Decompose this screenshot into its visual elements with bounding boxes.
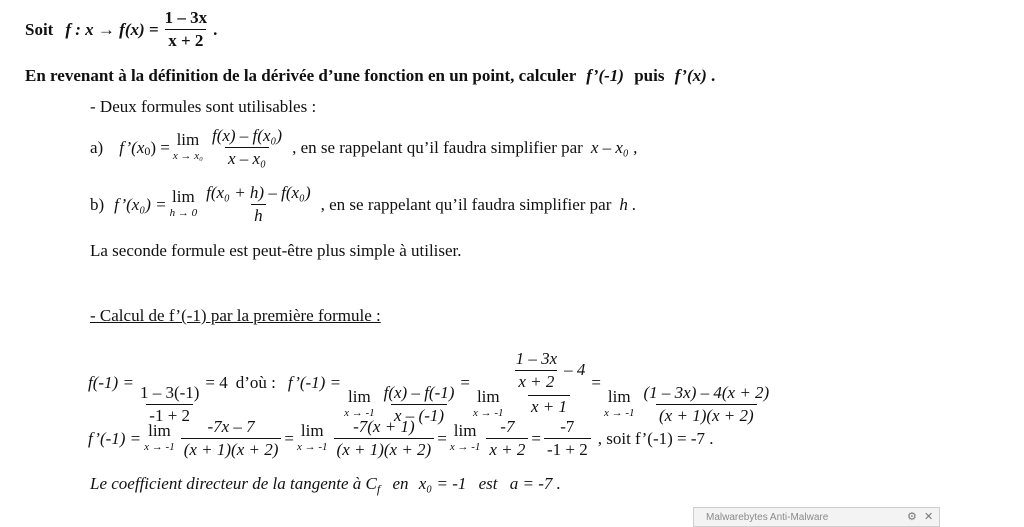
calc2-limit-2 bbox=[296, 420, 328, 455]
formula-b bbox=[90, 184, 636, 225]
malwarebytes-popup[interactable] bbox=[693, 507, 940, 527]
formula-b-remark: , en se rappelant qu’il faudra simplifier par bbox=[320, 194, 612, 214]
tangent-text: Le coefficient directeur de la tangente à C bbox=[90, 474, 377, 493]
lim-sub: h → 0 bbox=[169, 206, 198, 219]
calc1-frac3 bbox=[510, 350, 589, 416]
calc2-frac2-den: (x + 1)(x + 2) bbox=[334, 438, 435, 459]
calc1-eq-a: = bbox=[460, 372, 471, 392]
lim-sub: x → -1 bbox=[473, 406, 504, 419]
formula-b-numerator: f(x₀ + h) – f(x₀) bbox=[206, 183, 311, 202]
calc1-inner-den: x + 2 bbox=[515, 370, 557, 391]
calc1-limit-2 bbox=[473, 386, 504, 421]
lim-word: lim bbox=[348, 386, 371, 406]
lim-word: lim bbox=[453, 420, 477, 440]
formula-b-label: b) bbox=[90, 194, 105, 214]
instruction-f1: f’(-1) bbox=[586, 66, 624, 85]
calc1-eq-b: = bbox=[591, 372, 601, 392]
calc1-limit-1 bbox=[344, 386, 375, 421]
calc1-frac4-num: (1 – 3x) – 4(x + 2) bbox=[643, 383, 770, 402]
calc2-limit-1 bbox=[144, 420, 175, 455]
formula-a-numerator: f(x) – f(x₀) bbox=[211, 126, 283, 145]
instruction-text: En revenant à la définition de la dérivée d’une fonction en un point, calculer bbox=[25, 66, 576, 85]
function-definition bbox=[25, 9, 217, 50]
lim-sub: x → x₀ bbox=[172, 149, 203, 162]
soit-label: Soit bbox=[25, 19, 54, 39]
calc2-frac4 bbox=[544, 418, 591, 459]
calc1-frac2-den: x – (-1) bbox=[391, 404, 447, 425]
tangent-en: en bbox=[392, 474, 409, 493]
calc1-fp: f’(-1) = bbox=[287, 372, 342, 392]
lim-sub: x → -1 bbox=[296, 440, 328, 453]
lim-sub: x → -1 bbox=[344, 406, 375, 419]
calc2-frac2-num: -7(x + 1) bbox=[353, 417, 415, 436]
calc2-frac4-num: -7 bbox=[560, 417, 575, 436]
calc2-eq-a: = bbox=[284, 428, 294, 448]
formula-a-simplify: x – x₀ , bbox=[590, 137, 638, 157]
calc1-inner-frac bbox=[513, 350, 561, 391]
calc1-limit-3 bbox=[603, 386, 635, 421]
calc1-eq4: = 4 bbox=[205, 372, 228, 392]
formula-b-limit bbox=[169, 186, 198, 221]
calc2-frac3-den: x + 2 bbox=[486, 438, 528, 459]
lim-word: lim bbox=[300, 420, 324, 440]
intro-text: - Deux formules sont utilisables : bbox=[90, 97, 317, 116]
calc1-frac2-num: f(x) – f(-1) bbox=[383, 383, 455, 402]
tangent-conclusion bbox=[90, 474, 561, 495]
section-title: - Calcul de f’(-1) par la première formule : bbox=[90, 306, 381, 325]
calc2-fp: f’(-1) = bbox=[88, 428, 142, 448]
formula-b-fraction bbox=[203, 184, 313, 225]
instruction bbox=[25, 66, 715, 86]
formula-a-denominator: x – x₀ bbox=[225, 147, 269, 168]
formula-a bbox=[90, 127, 637, 168]
close-icon[interactable]: ✕ bbox=[924, 511, 934, 523]
calc2-eq-c: = bbox=[531, 428, 541, 448]
tangent-est: est bbox=[478, 474, 498, 493]
function-numerator: 1 – 3x bbox=[164, 8, 208, 27]
popup-title: Malwarebytes Anti-Malware bbox=[706, 512, 829, 523]
function-fraction bbox=[162, 9, 211, 50]
lim-sub: x → -1 bbox=[144, 440, 175, 453]
calc1-frac1-num: 1 – 3(-1) bbox=[139, 383, 200, 402]
formula-a-limit bbox=[172, 129, 203, 164]
function-denominator: x + 2 bbox=[165, 29, 206, 50]
instruction-period: . bbox=[711, 66, 716, 85]
lim-sub: x → -1 bbox=[603, 406, 635, 419]
formula-b-simplify: h . bbox=[619, 194, 637, 214]
calc1-frac4-den: (x + 1)(x + 2) bbox=[656, 404, 757, 425]
calc2-frac2 bbox=[334, 418, 435, 459]
formula-a-fraction bbox=[209, 127, 285, 168]
calc2-eq-b: = bbox=[437, 428, 447, 448]
calc2-limit-3 bbox=[449, 420, 481, 455]
calc1-frac1-den: -1 + 2 bbox=[146, 404, 193, 425]
lim-word: lim bbox=[176, 129, 200, 149]
formula-a-label: a) bbox=[90, 137, 104, 157]
formula-a-sub: 0 bbox=[144, 144, 151, 158]
lim-word: lim bbox=[148, 420, 171, 440]
calc1-dou: d’où : bbox=[235, 372, 276, 392]
formula-b-denominator: h bbox=[251, 204, 266, 225]
calc-line-2 bbox=[88, 418, 714, 459]
calc2-frac3-num: -7 bbox=[500, 417, 515, 436]
tangent-x0: x₀ = -1 bbox=[418, 474, 467, 493]
calc2-frac1-den: (x + 1)(x + 2) bbox=[181, 438, 282, 459]
lim-word: lim bbox=[607, 386, 631, 406]
function-period: . bbox=[213, 19, 218, 39]
calc2-frac4-den: -1 + 2 bbox=[544, 438, 591, 459]
formula-a-lhs: f’(x bbox=[119, 137, 145, 157]
calc1-inner-num: 1 – 3x bbox=[515, 348, 558, 368]
formula-b-lhs: f’(x₀) = bbox=[114, 194, 167, 214]
instruction-fx: f’(x) bbox=[674, 66, 707, 85]
calc1-frac3-num bbox=[510, 350, 589, 395]
lim-word: lim bbox=[172, 186, 195, 206]
function-expression: f : x → f(x) = bbox=[65, 19, 159, 39]
tangent-sub: f bbox=[376, 482, 381, 496]
calc2-frac1-num: -7x – 7 bbox=[207, 417, 255, 436]
wrench-icon[interactable]: ⚙ bbox=[907, 511, 917, 523]
lim-sub: x → -1 bbox=[449, 440, 481, 453]
calc2-frac1 bbox=[181, 418, 282, 459]
calc1-f-m1: f(-1) = bbox=[88, 372, 134, 392]
calc2-conclusion: , soit f’(-1) = -7 . bbox=[597, 428, 714, 448]
formula-a-remark: , en se rappelant qu’il faudra simplifier par bbox=[292, 137, 583, 157]
lim-word: lim bbox=[476, 386, 500, 406]
calc1-minus4: – 4 bbox=[564, 360, 586, 379]
tangent-a: a = -7 . bbox=[509, 474, 561, 493]
formula-a-lhs-close: ) = bbox=[150, 137, 170, 157]
instruction-puis: puis bbox=[634, 66, 665, 85]
calc-line-1 bbox=[88, 340, 775, 425]
note-text: La seconde formule est peut-être plus simple à utiliser. bbox=[90, 241, 462, 260]
calc1-frac3-den: x + 1 bbox=[528, 395, 570, 416]
calc2-frac3 bbox=[486, 418, 528, 459]
